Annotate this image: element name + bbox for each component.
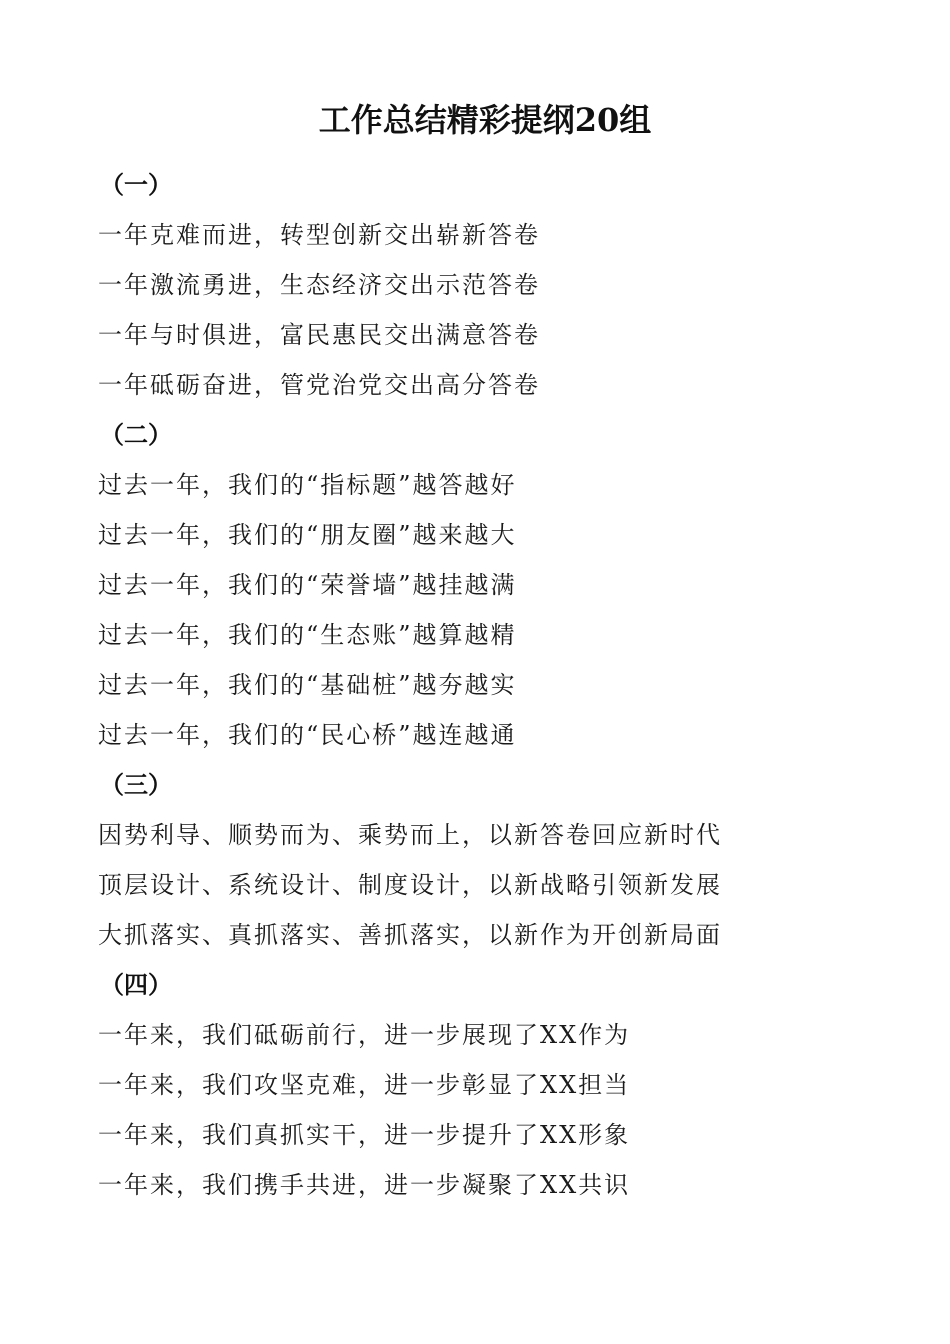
section-heading: （三）: [100, 770, 172, 799]
section-heading: （二）: [100, 420, 172, 449]
text-line: 一年来，我们砥砺前行，进一步展现了XX作为: [98, 1021, 631, 1049]
text-line: 过去一年，我们的“荣誉墙”越挂越满: [98, 571, 517, 599]
document-title: 工作总结精彩提纲20组: [318, 101, 652, 139]
section-heading: （四）: [100, 970, 172, 999]
section-heading: （一）: [100, 170, 172, 199]
text-line: 一年来，我们攻坚克难，进一步彰显了XX担当: [98, 1071, 631, 1099]
document-body: [98, 160, 918, 1210]
text-line: 过去一年，我们的“生态账”越算越精: [98, 621, 517, 649]
text-line: 一年与时俱进，富民惠民交出满意答卷: [98, 321, 540, 349]
text-line: 一年砥砺奋进，管党治党交出高分答卷: [98, 371, 540, 399]
text-line: 过去一年，我们的“民心桥”越连越通: [98, 721, 517, 749]
text-line: 一年来，我们携手共进，进一步凝聚了XX共识: [98, 1171, 631, 1199]
text-line: 过去一年，我们的“朋友圈”越来越大: [98, 521, 517, 549]
text-line: 一年克难而进，转型创新交出崭新答卷: [98, 221, 540, 249]
text-line: 一年来，我们真抓实干，进一步提升了XX形象: [98, 1121, 631, 1149]
text-line: 因势利导、顺势而为、乘势而上，以新答卷回应新时代: [98, 821, 722, 849]
section-3: [98, 760, 918, 960]
text-line: 过去一年，我们的“基础桩”越夯越实: [98, 671, 517, 699]
text-line: 大抓落实、真抓落实、善抓落实，以新作为开创新局面: [98, 921, 722, 949]
text-line: 一年激流勇进，生态经济交出示范答卷: [98, 271, 540, 299]
text-line: 过去一年，我们的“指标题”越答越好: [98, 471, 517, 499]
text-line: 顶层设计、系统设计、制度设计，以新战略引领新发展: [98, 871, 722, 899]
section-2: [98, 410, 918, 760]
section-4: [98, 960, 918, 1210]
section-1: [98, 160, 918, 410]
